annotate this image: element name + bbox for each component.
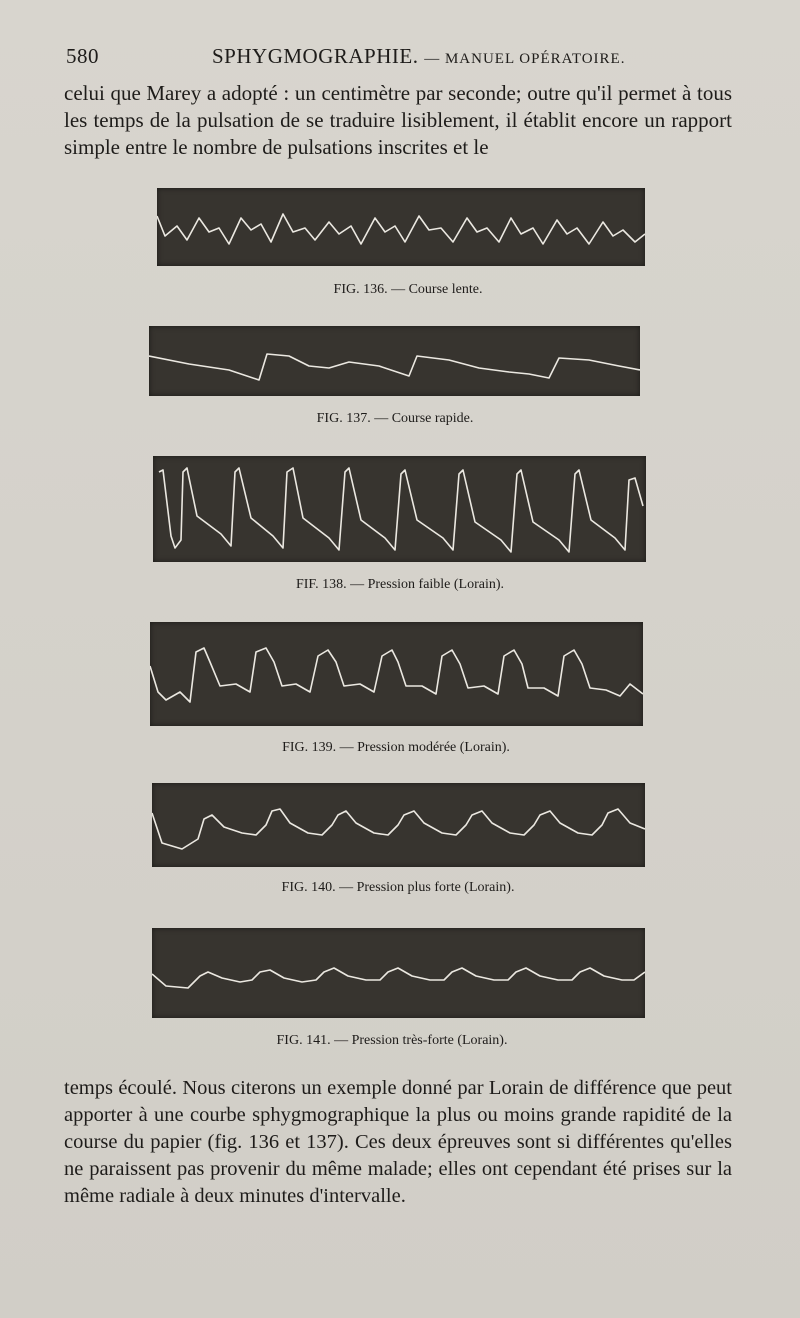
- figure-139-trace: [150, 622, 643, 726]
- running-title-sub: — MANUEL OPÉRATOIRE.: [424, 51, 626, 67]
- figure-138-number: FIF. 138.: [295, 577, 347, 592]
- figure-137-caption: [145, 411, 645, 427]
- figure-140-number: FIG. 140.: [281, 880, 336, 895]
- figure-136-number: FIG. 136.: [333, 282, 388, 297]
- figure-140-caption: [148, 880, 648, 896]
- figure-138-trace: [153, 456, 646, 562]
- figure-140-text: — Pression plus forte (Lorain).: [339, 880, 515, 895]
- figure-137-number: FIG. 137.: [316, 411, 371, 426]
- running-header: [66, 44, 736, 74]
- figure-141-caption: [142, 1033, 642, 1049]
- figure-138-plate: [153, 456, 646, 562]
- figure-136-caption: [158, 282, 658, 298]
- figure-137-text: — Course rapide.: [374, 411, 474, 426]
- figure-136-text: — Course lente.: [391, 282, 483, 297]
- paragraph-bottom: temps écoulé. Nous citerons un exemple donné par Lorain de différence que peut apporter à une courbe sphygmographique la plus ou moins grande rapidité de la course du papier (fig. 136 et 137). Ces deux épreuves sont si différentes qu'elles ne paraissent pas provenir du même malade; elles ont cependant été prises sur la même radiale à deux minutes d'intervalle.: [64, 1077, 732, 1207]
- figure-137-plate: [149, 326, 640, 396]
- running-title-main: SPHYGMOGRAPHIE.: [212, 44, 419, 68]
- figure-138-text: — Pression faible (Lorain).: [350, 577, 505, 592]
- figure-140-trace: [152, 783, 645, 867]
- figure-139-plate: [150, 622, 643, 726]
- figure-136-plate: [157, 188, 645, 266]
- figure-140-plate: [152, 783, 645, 867]
- figure-141-text: — Pression très-forte (Lorain).: [334, 1033, 508, 1048]
- figure-141-trace: [152, 928, 645, 1018]
- figure-139-number: FIG. 139.: [282, 740, 337, 755]
- figure-139-text: — Pression modérée (Lorain).: [339, 740, 510, 755]
- running-title: [212, 44, 625, 69]
- figure-136-trace: [157, 188, 645, 266]
- figure-138-caption: [150, 577, 650, 593]
- figure-139-caption: [146, 740, 646, 756]
- page-number: 580: [66, 44, 99, 68]
- figure-141-number: FIG. 141.: [276, 1033, 331, 1048]
- figure-137-trace: [149, 326, 640, 396]
- paragraph-top: celui que Marey a adopté : un centimètre par seconde; outre qu'il permet à tous les temps de la pulsation de se traduire lisiblement, il établit encore un rapport simple entre le nombre de pulsations inscrites et le: [64, 81, 732, 159]
- figure-141-plate: [152, 928, 645, 1018]
